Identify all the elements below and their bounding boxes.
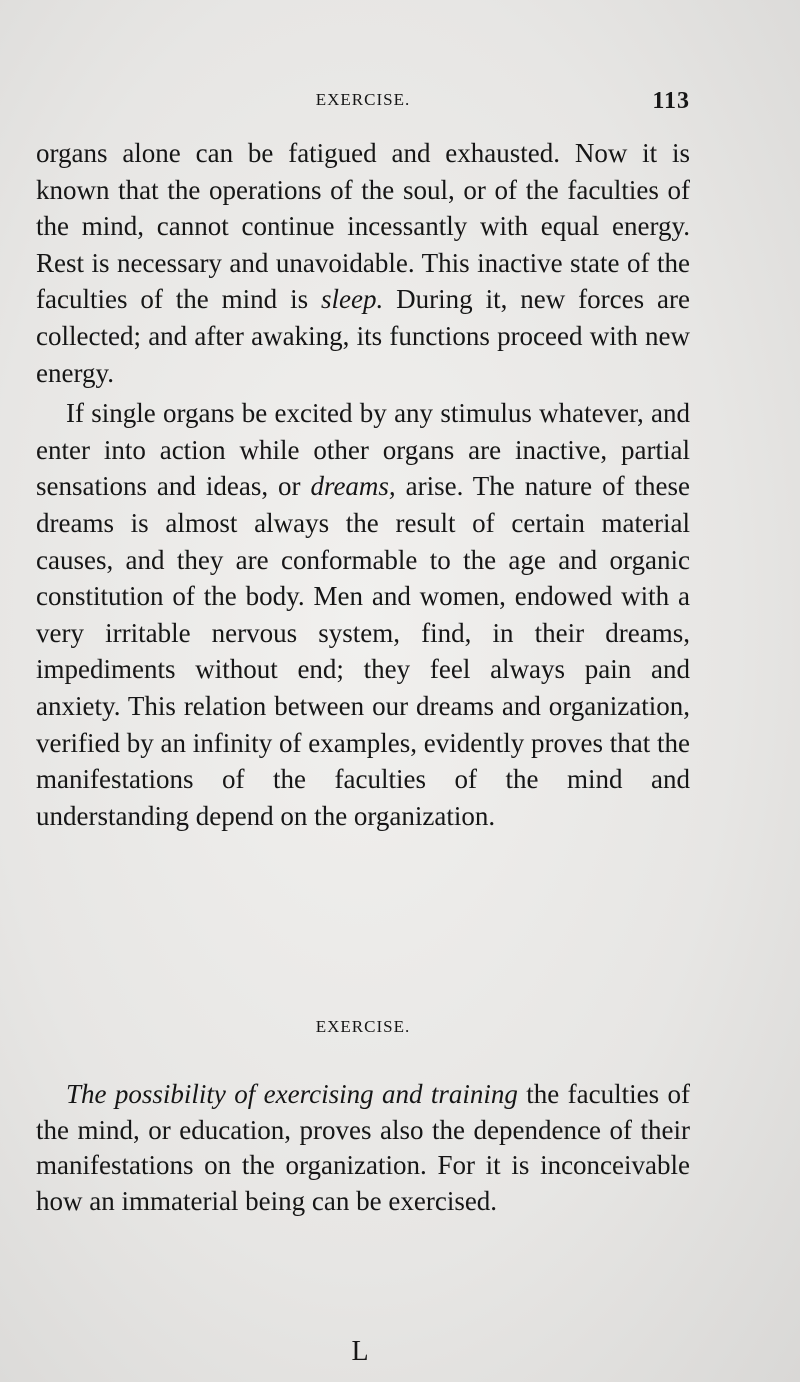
paragraph-exercise-text: the faculties of the mind, or education, proves also the dependence of their manifestations on the organization. For it is inconceivable how an immaterial being can be exercised. [36, 1079, 690, 1216]
paragraph-dreams-text-b: arise. The nature of these dreams is almost always the result of certain material causes, and they are conformable to the age and organic constitution of the body. Men and women, endowed with a very irritable nervous system, find, in their dreams, impediments without end; they feel always pain and anxiety. This relation between our dreams and organization, verified by an infinity of examples, evidently proves that the manifestations of the faculties of the mind and understanding depend on the organization. [36, 471, 690, 831]
paragraph-sleep-text-a: organs alone can be fatigued and exhausted. Now it is known that the operations of the soul, or of the faculties of the mind, cannot continue incessantly with equal energy. Rest is necessary and unavoidable. This inactive state of the faculties of the mind is [36, 138, 690, 315]
signature-mark: L [351, 1336, 369, 1367]
dreams-word: dreams, [310, 471, 396, 502]
running-head: EXERCISE. [315, 90, 411, 109]
paragraph-dreams [36, 395, 690, 834]
page-header [36, 88, 690, 120]
paragraph-dreams-text-a: If single organs be excited by any stimulus whatever, and enter into action while other organs are inactive, partial sensations and ideas, or [36, 398, 690, 502]
sleep-word: sleep. [321, 284, 384, 315]
section-heading: EXERCISE. [315, 1017, 411, 1036]
paragraph-exercise [36, 1077, 690, 1219]
page-number: 113 [652, 88, 690, 114]
paragraph-sleep [36, 135, 690, 391]
body-text [36, 135, 690, 834]
section-text [36, 1077, 690, 1219]
paragraph-sleep-text-b: During it, new forces are collected; and after awaking, its functions proceed with new energy. [36, 284, 690, 388]
exercise-italic-lead: The possibility of exercising and training [66, 1079, 518, 1109]
